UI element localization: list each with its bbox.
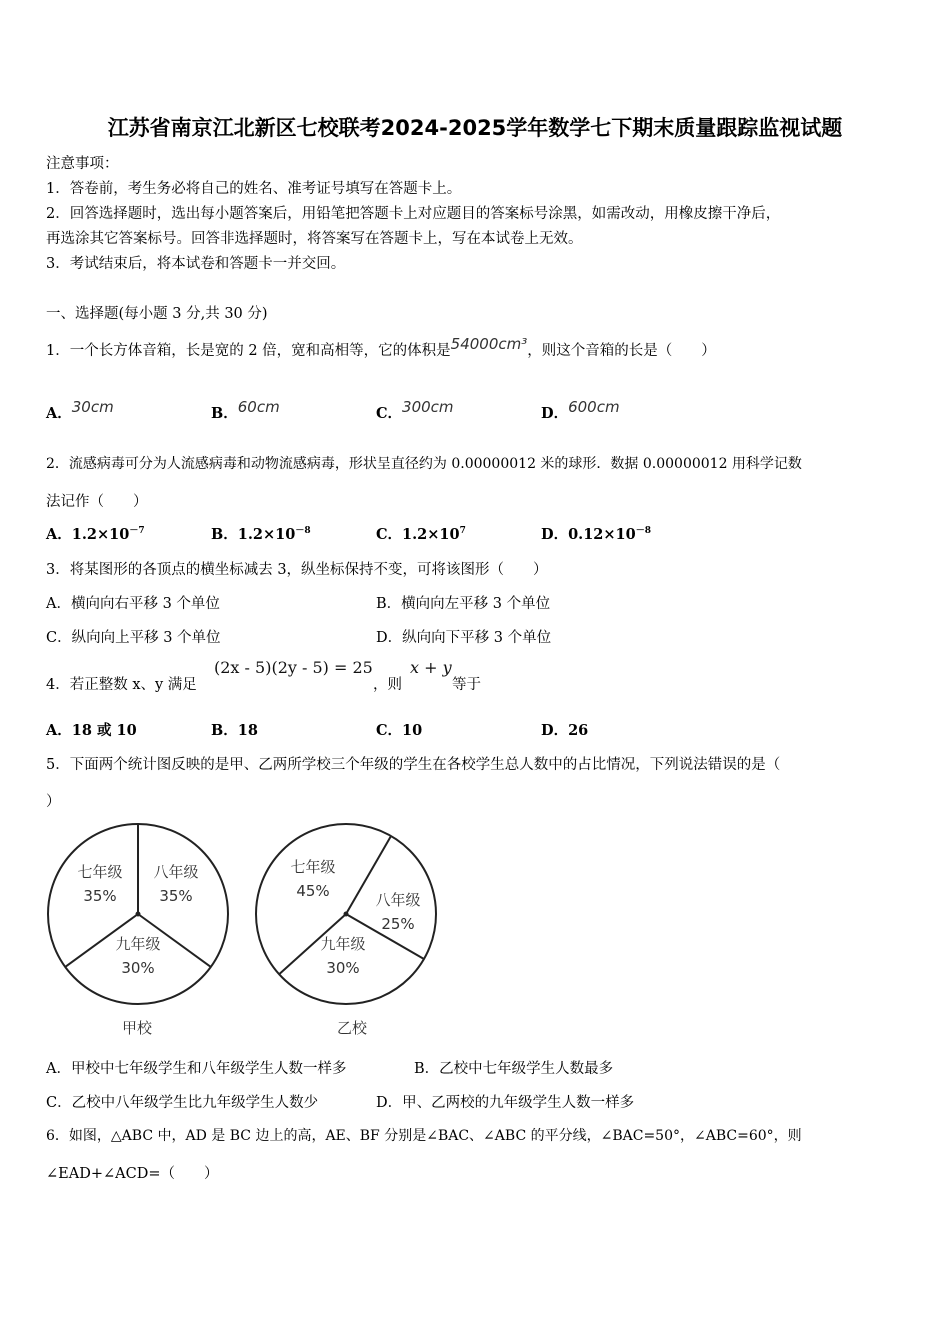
q5-option-a: A．甲校中七年级学生和八年级学生人数一样多 xyxy=(46,1061,347,1077)
q4-expression: x + y xyxy=(410,658,452,677)
q2-option-d: D．$0.12\times 10^{-8}$ xyxy=(541,526,651,543)
page-title: 江苏省南京江北新区七校联考2024-2025学年数学七下期末质量跟踪监视试题 xyxy=(107,116,843,140)
pie-center xyxy=(136,912,141,917)
question-6: 6．如图，△ABC 中，AD 是 BC 边上的高，AE、BF 分别是∠BAC、∠ABC 的平分线，∠BAC=50°，∠ABC=60°，则 xyxy=(46,1128,802,1144)
notice-item: 3．考试结束后，将本试卷和答题卡一并交回。 xyxy=(46,256,346,272)
section-heading: 一、选择题(每小题 3 分,共 30 分) xyxy=(46,306,268,322)
q4-equation: (2x - 5)(2y - 5) = 25 xyxy=(214,658,373,677)
pie-chart-yi xyxy=(256,824,436,1037)
notice-item: 再选涂其它答案标号。回答非选择题时，将答案写在答题卡上，写在本试卷上无效。 xyxy=(46,231,583,247)
notice-heading: 注意事项： xyxy=(46,156,119,172)
question-6-cont: ∠EAD+∠ACD=（ ） xyxy=(46,1166,219,1182)
question-5: 5．下面两个统计图反映的是甲、乙两所学校三个年级的学生在各校学生总人数中的占比情况，下列说法错误的是（ xyxy=(46,757,781,773)
q3-option-a: A．横向向右平移 3 个单位 xyxy=(46,596,220,612)
q1-volume: 54000cm³ xyxy=(450,335,528,353)
q5-option-d: D．甲、乙两校的九年级学生人数一样多 xyxy=(376,1095,635,1111)
notice-item: 2．回答选择题时，选出每小题答案后，用铅笔把答题卡上对应题目的答案标号涂黑，如需改动，用橡皮擦干净后， xyxy=(46,206,781,222)
q4-option-c: C．10 xyxy=(376,722,423,739)
q2-option-a: A．$1.2\times 10^{-7}$ xyxy=(46,526,145,543)
q3-option-d: D．纵向向下平移 3 个单位 xyxy=(376,630,552,646)
pie-value-label: 35% xyxy=(83,887,117,905)
question-2-cont: 法记作（ ） xyxy=(46,494,148,510)
pie-value-label: 45% xyxy=(296,882,330,900)
q3-option-c: C．纵向向上平移 3 个单位 xyxy=(46,630,221,646)
q3-option-b: B．横向向左平移 3 个单位 xyxy=(376,596,551,612)
pie-value-label: 30% xyxy=(326,959,360,977)
q5-option-c: C．乙校中八年级学生比九年级学生人数少 xyxy=(46,1095,319,1111)
question-2: 2．流感病毒可分为人流感病毒和动物流感病毒，形状呈直径约为 0.00000012 米的球形．数据 0.00000012 用科学记数 xyxy=(46,456,802,472)
q4-then: ，则 xyxy=(373,677,402,693)
pie-charts xyxy=(40,815,460,1045)
q1-option-d: D．600cm xyxy=(541,398,620,422)
pie-category-label: 八年级 xyxy=(375,891,421,909)
pie-category-label: 九年级 xyxy=(320,935,366,953)
q5-option-b: B．乙校中七年级学生人数最多 xyxy=(414,1061,614,1077)
question-4: 4．若正整数 x、y 满足 xyxy=(46,677,197,693)
pie-category-label: 八年级 xyxy=(153,863,199,881)
pie-title: 乙校 xyxy=(337,1019,368,1037)
q1-option-a: A．30cm xyxy=(46,398,114,422)
notice-item: 1．答卷前，考生务必将自己的姓名、准考证号填写在答题卡上。 xyxy=(46,181,462,197)
q2-option-c: C．$1.2\times 10^7$ xyxy=(376,526,466,543)
pie-center xyxy=(344,912,349,917)
q1-option-c: C．300cm xyxy=(376,398,454,422)
pie-category-label: 七年级 xyxy=(290,858,336,876)
pie-value-label: 30% xyxy=(121,959,155,977)
pie-value-label: 25% xyxy=(381,915,415,933)
q1-text: 1．一个长方体音箱，长是宽的 2 倍，宽和高相等，它的体积是 xyxy=(46,343,451,359)
q4-option-b: B．18 xyxy=(211,722,258,739)
pie-category-label: 七年级 xyxy=(77,863,123,881)
q1-option-b: B．60cm xyxy=(211,398,280,422)
pie-value-label: 35% xyxy=(159,887,193,905)
q4-option-a: A．18 或 10 xyxy=(46,722,137,739)
pie-title: 甲校 xyxy=(122,1019,153,1037)
q4-option-d: D．26 xyxy=(541,722,589,739)
q4-equals: 等于 xyxy=(452,677,481,693)
question-1 xyxy=(46,335,716,360)
pie-category-label: 九年级 xyxy=(115,935,161,953)
question-3: 3．将某图形的各顶点的横坐标减去 3，纵坐标保持不变，可将该图形（ ） xyxy=(46,562,548,578)
q2-option-b: B．$1.2\times 10^{-8}$ xyxy=(211,526,311,543)
pie-chart-jia xyxy=(48,824,228,1037)
q1-text-end: ，则这个音箱的长是（ ） xyxy=(527,343,716,359)
question-5-cont: ） xyxy=(46,794,61,810)
